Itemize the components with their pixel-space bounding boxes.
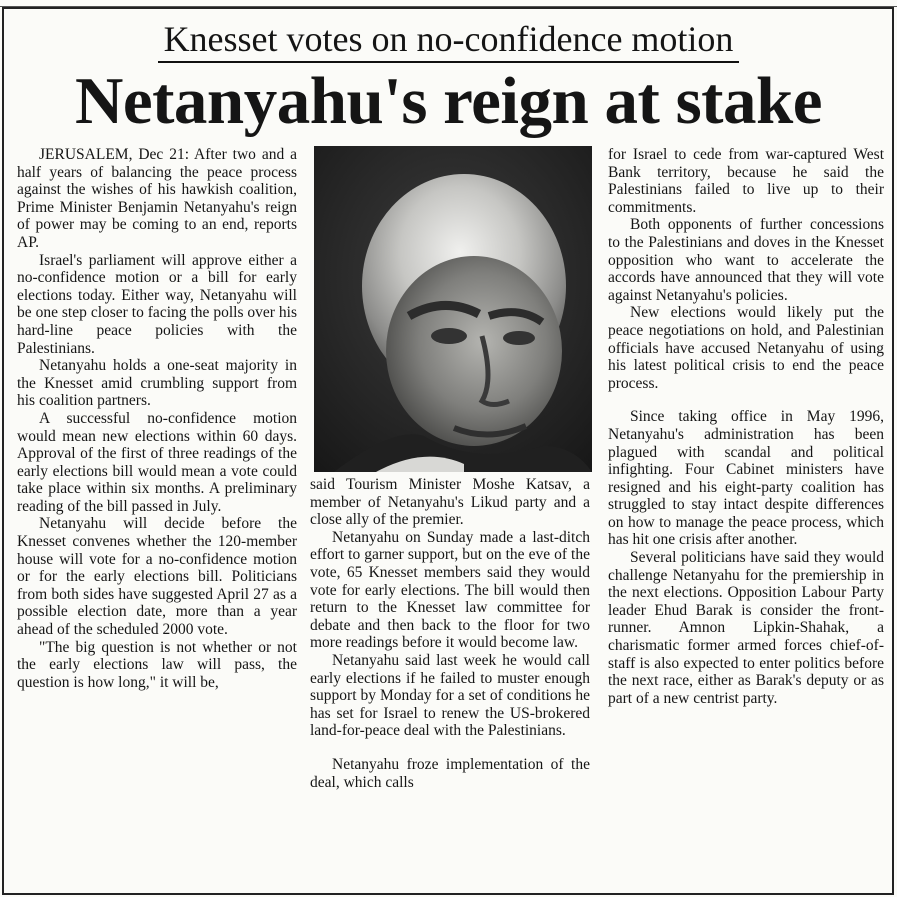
kicker-text: Knesset votes on no-confidence motion <box>158 19 740 63</box>
paragraph: New elections would likely put the peace negotiations on hold, and Palestinian officials have accused Netanyahu of using his latest political crisis to end the peace process. <box>608 304 884 392</box>
paragraph: Netanyahu will decide before the Knesset convenes whether the 120-member house will vote for a no-confidence motion or for the early elections bill. Politicians from both sides have suggested April 27 as a possible election date, more than a year ahead of the scheduled 2000 vote. <box>17 515 297 639</box>
paragraph: Netanyahu froze implementation of the deal, which calls <box>310 755 590 791</box>
paragraph: A successful no-confidence motion would mean new elections within 60 days. Approval of the first of three readings of the early elections bill would mean a vote could take place within six months. A preliminary reading of the bill passed in July. <box>17 409 297 515</box>
paragraph: said Tourism Minister Moshe Katsav, a member of Netanyahu's Likud party and a close ally of the premier. <box>310 476 590 529</box>
paragraph: Israel's parliament will approve either a no-confidence motion or a bill for early elections today. Either way, Netanyahu will be one step closer to facing the polls over his hard-line peace policies with the Palestinians. <box>17 251 297 357</box>
kicker-headline <box>0 18 897 60</box>
paragraph: for Israel to cede from war-captured West Bank territory, because he said the Palestinians failed to live up to their commitments. <box>608 146 884 216</box>
paragraph: Several politicians have said they would challenge Netanyahu for the premiership in the next elections. Opposition Labour Party leader Ehud Barak is consider the front-runner. Amnon Lipkin-Shahak, a charismatic former armed forces chief-of-staff is also expected to enter politics before the next race, either as Barak's deputy or as part of a new centrist party. <box>608 549 884 707</box>
main-headline: Netanyahu's reign at stake <box>75 64 822 138</box>
paragraph: Both opponents of further concessions to the Palestinians and doves in the Knesset opposition who want to accelerate the accords have announced that they will vote against Netanyahu's policies. <box>608 216 884 304</box>
paragraph: Netanyahu said last week he would call early elections if he failed to muster enough support by Monday for a set of conditions he has set for Israel to renew the US-brokered land-for-peace deal with the Palestinians. <box>310 651 590 740</box>
portrait-photo <box>314 146 592 472</box>
paragraph: Since taking office in May 1996, Netanyahu's administration has been plagued with scandal and political infighting. Four Cabinet ministers have resigned and his eight-party coalition has struggled to stay intact despite differences on how to manage the peace process, which has hit one crisis after another. <box>608 408 884 549</box>
paragraph: "The big question is not whether or not the early elections law will pass, the question is how long," it will be, <box>17 638 297 691</box>
column-3 <box>608 146 884 707</box>
paragraph: Netanyahu on Sunday made a last-ditch effort to garner support, but on the eve of the vote, 65 Knesset members said they would vote for early elections. The bill would then return to the Knesset law committee for debate and then back to the floor for two more readings before it would become law. <box>310 528 590 652</box>
portrait-image <box>314 146 592 472</box>
top-rule <box>0 0 897 7</box>
paragraph: JERUSALEM, Dec 21: After two and a half years of balancing the peace process against the wishes of his hawkish coalition, Prime Minister Benjamin Netanyahu's reign of power may be coming to an end, reports AP. <box>17 146 297 251</box>
column-1 <box>17 146 297 691</box>
column-2 <box>310 476 590 791</box>
paragraph: Netanyahu holds a one-seat majority in the Knesset amid crumbling support from his coalition partners. <box>17 357 297 410</box>
